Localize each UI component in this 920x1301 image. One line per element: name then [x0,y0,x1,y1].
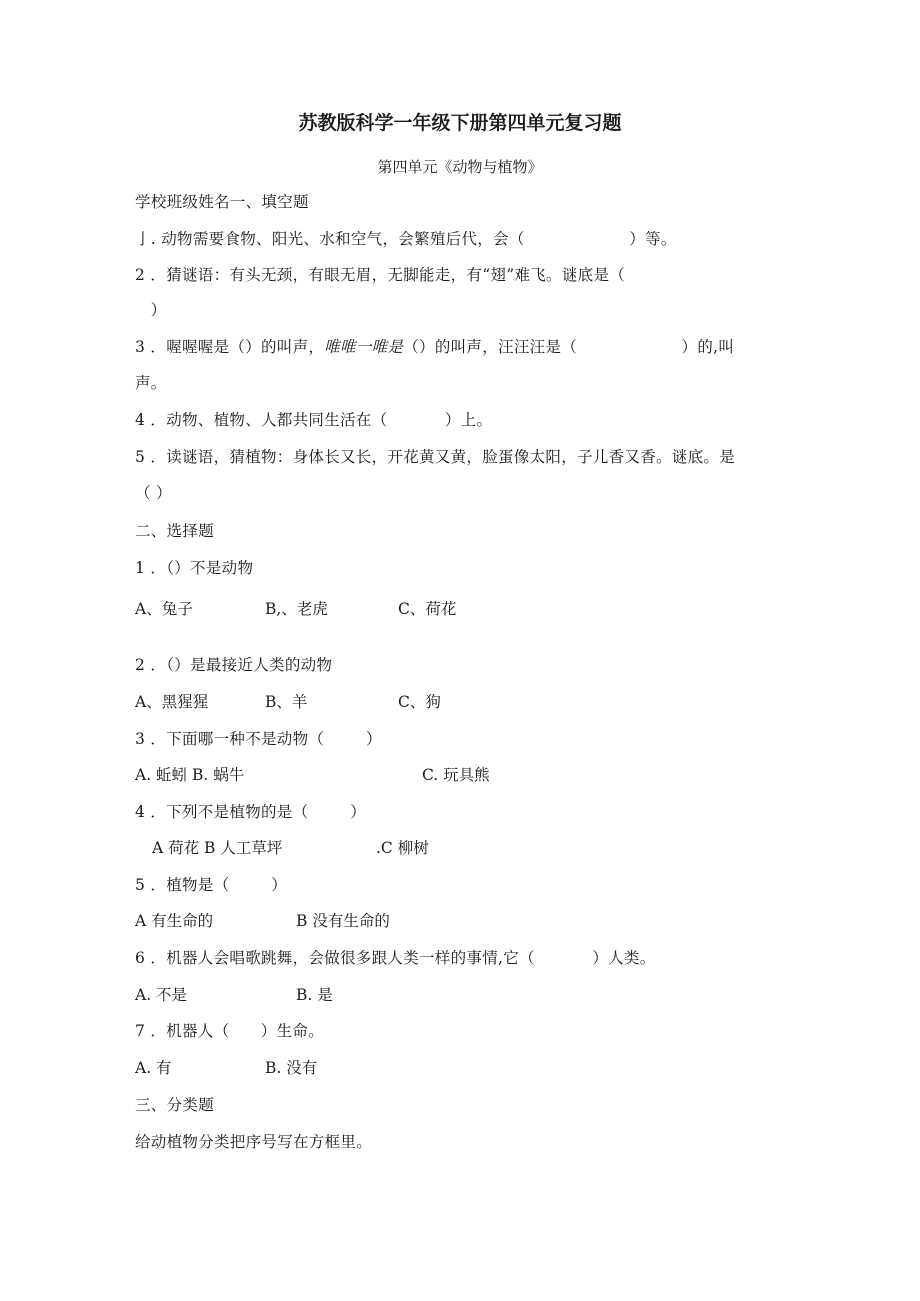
section-heading-choice: 二、选择题 [135,522,215,540]
fill-question-3-part-2: （）的叫声，汪汪汪是（ ）的,叫 [403,338,735,356]
choice-1-option-b: B,、老虎 [265,600,328,618]
page-title: 苏教版科学一年级下册第四单元复习题 [298,112,622,134]
header-line: 学校班级姓名一、填空题 [135,193,309,211]
choice-3-option-c: C. 玩具熊 [422,766,490,784]
choice-2-option-c: C、狗 [398,693,441,711]
choice-2-option-a: A、黑猩猩 [135,693,209,711]
choice-question-3: 3 ．下面哪一种不是动物（ ） [135,730,382,748]
choice-5-option-b: B 没有生命的 [296,912,390,930]
fill-question-2: 2 ．猜谜语：有头无颈，有眼无眉，无脚能走，有“翅”难飞。谜底是（ [135,266,626,284]
choice-6-option-b: B. 是 [296,986,333,1004]
fill-question-3-continued: 声。 [135,374,167,392]
section-heading-classify: 三、分类题 [135,1096,215,1114]
fill-question-3-italic-part: 唯唯一唯是 [324,338,404,356]
choice-7-option-b: B. 没有 [265,1059,318,1077]
fill-question-1: 亅. 动物需要食物、阳光、水和空气，会繁殖后代，会（ ）等。 [135,230,677,248]
fill-question-3-part-1: 3 ．喔喔喔是（）的叫声， [135,338,325,356]
fill-question-5-continued: （ ） [135,484,172,502]
choice-4-option-c: .C 柳树 [376,839,429,857]
fill-question-4: 4 ．动物、植物、人都共同生活在（ ）上。 [135,411,493,429]
choice-question-4: 4 ．下列不是植物的是（ ） [135,803,367,821]
choice-1-option-c: C、荷花 [398,600,457,618]
choice-question-7: 7 ．机器人（ ）生命。 [135,1022,324,1040]
choice-7-option-a: A. 有 [135,1059,172,1077]
choice-2-option-b: B、羊 [265,693,308,711]
choice-3-options-ab: A. 蚯蚓 B. 蜗牛 [135,766,245,784]
choice-6-option-a: A. 不是 [135,986,188,1004]
classify-instruction: 给动植物分类把序号写在方框里。 [135,1133,373,1151]
fill-question-2-continued: ） [135,301,167,319]
choice-4-options-ab: A 荷花 B 人工草坪 [152,839,283,857]
choice-question-5: 5 ．植物是（ ） [135,876,288,894]
choice-question-2: 2 ．（）是最接近人类的动物 [135,656,333,674]
choice-question-6: 6 ．机器人会唱歌跳舞，会做很多跟人类一样的事情,它（ ）人类。 [135,949,656,967]
unit-subtitle: 第四单元《动物与植物》 [377,158,543,176]
choice-5-option-a: A 有生命的 [135,912,214,930]
fill-question-5: 5 ．读谜语，猜植物：身体长又长，开花黄又黄，脸蛋像太阳，子儿香又香。谜底。是 [135,448,735,466]
fill-question-3 [135,337,734,357]
choice-question-1: 1 ．（）不是动物 [135,559,254,577]
choice-1-option-a: A、兔子 [135,600,193,618]
